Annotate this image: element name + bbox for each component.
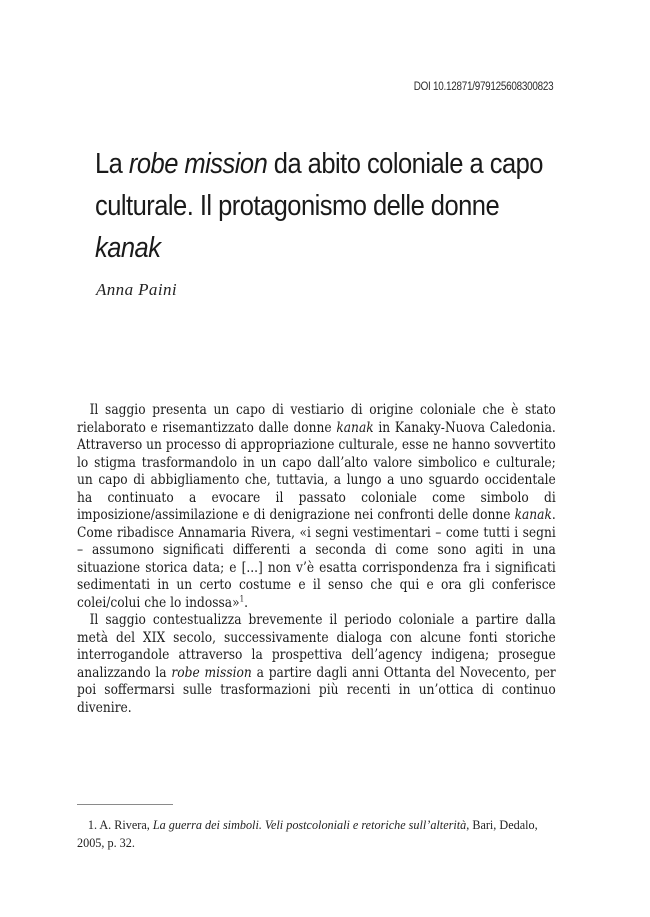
text-run: Il saggio contestualizza brevemente il periodo coloniale a partire dalla metà del XIX secolo, successivamente dialoga con alcune fonti storiche interrogandole attraverso la prospettiva dell’agency indigena; prosegue analizzando la <box>77 612 556 681</box>
text-italic: robe mission <box>171 664 252 681</box>
text-run: . Come ribadisce Annamaria Rivera, «i segni vestimentari – come tutti i segni – assumono significati differenti a seconda di come sono agiti in una situazione storica data; e [...] non v’è esatta corrispondenza fra i significati sedimentati in un certo costume e il senso che qui e ora gli conferisce colei/colui che lo indossa» <box>77 507 556 611</box>
title-part: La <box>95 148 129 180</box>
footnote-divider <box>77 804 173 805</box>
title-part: da abito coloniale a capo culturale. Il protagonismo delle donne <box>95 148 543 222</box>
text-run: a partire dagli anni Ottanta del Novecento, per poi soffermarsi sulle trasformazioni più recenti in un’ottica di continuo divenire. <box>77 664 556 716</box>
text-run: A. Rivera, <box>97 818 153 832</box>
text-italic: La guerra dei simboli. Veli postcoloniali e retoriche sull’alterità <box>152 818 467 832</box>
article-title <box>95 143 553 269</box>
text-italic: kanak <box>336 419 374 436</box>
footnote-ref[interactable]: 1 <box>239 593 245 603</box>
text-run: . <box>244 594 249 611</box>
author-name: Anna Paini <box>96 280 177 299</box>
text-run: Il saggio presenta un capo di vestiario di origine coloniale che è stato rielaborato e risemantizzato dalle donne <box>77 402 556 436</box>
title-italic-kanak: kanak <box>95 232 161 264</box>
abstract-paragraph-2 <box>77 612 556 717</box>
text-italic: kanak <box>514 507 552 523</box>
doi-label: DOI 10.12871/979125608300823 <box>413 81 553 93</box>
text-run: in Kanaky-Nuova Caledonia. Attraverso un processo di appropriazione culturale, esse ne hanno sovvertito lo stigma trasformandolo in un capo dall’alto valore simbolico e culturale; un capo di abbigliamento che, tuttavia, a lungo a uno sguardo occidentale ha continuato a evocare il passato coloniale come simbolo di imposizione/assimilazione e di denigrazione nei confronti delle donne <box>77 419 556 523</box>
title-italic-robe-mission: robe mission <box>128 148 268 180</box>
abstract <box>77 402 556 717</box>
footnote-number: 1. <box>87 818 97 832</box>
text-run: , Bari, Dedalo, 2005, p. 32. <box>77 818 538 850</box>
footnote-1 <box>77 816 557 852</box>
abstract-paragraph-1 <box>77 402 556 612</box>
